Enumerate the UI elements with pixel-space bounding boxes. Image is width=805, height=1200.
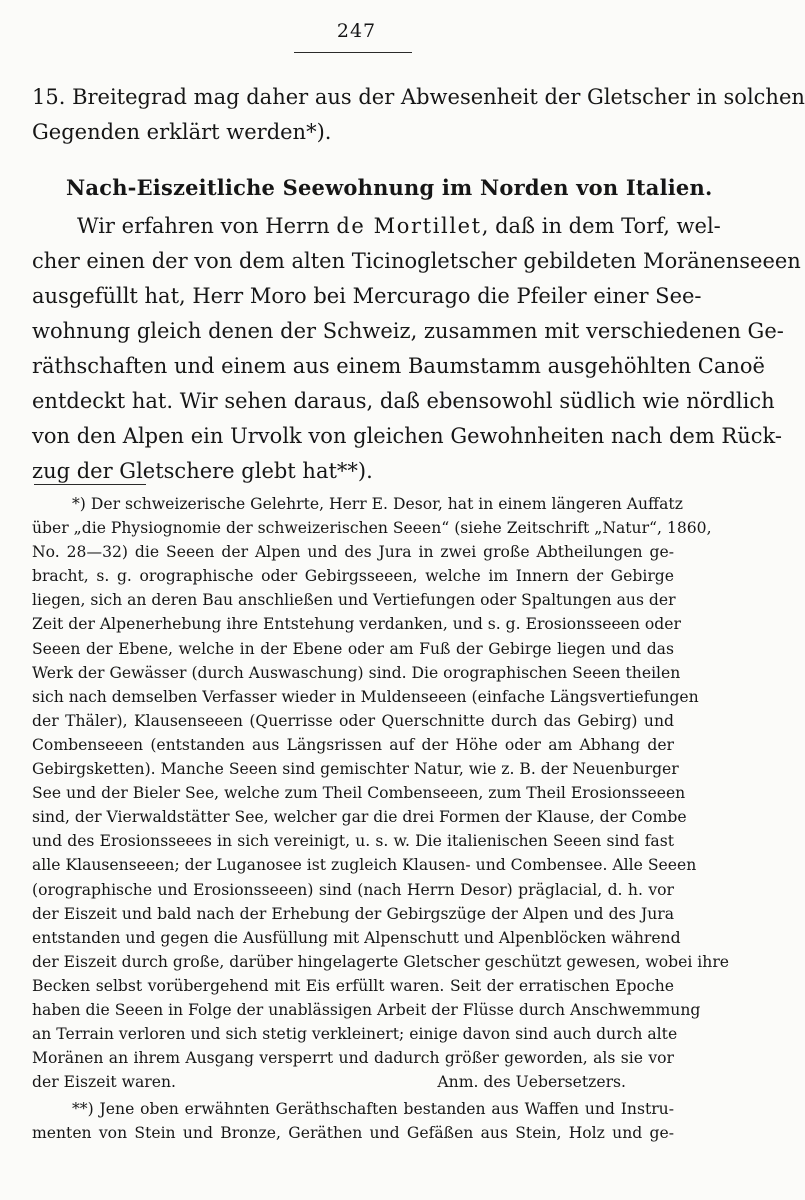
footnote-line: der Eiszeit und bald nach der Erhebung der Gebirgszüge der Alpen und des Jura xyxy=(32,904,674,923)
footnote-line: No. 28—32) die Seeen der Alpen und des Jura in zwei große Abtheilungen ge- xyxy=(32,543,674,562)
footnotes xyxy=(32,492,729,1146)
footnote-2 xyxy=(32,1097,674,1145)
text-line: entdeckt hat. Wir sehen daraus, daß ebensowohl südlich wie nördlich xyxy=(32,389,775,413)
text-line: Wir erfahren von Herrn de Mortillet, daß in dem Torf, wel- xyxy=(77,214,721,238)
footnote-line: **) Jene oben erwähnten Geräthschaften bestanden aus Waffen und Instru- xyxy=(72,1100,674,1119)
footnote-last-line xyxy=(32,1070,674,1094)
footnote-line: und des Erosionsseees in sich vereinigt, u. s. w. Die italienischen Seeen sind fast xyxy=(32,832,674,851)
text-line: ausgefüllt hat, Herr Moro bei Mercurago die Pfeiler einer See- xyxy=(32,284,702,308)
footnote-line: entstanden und gegen die Ausfüllung mit Alpenschutt und Alpenblöcken während xyxy=(32,928,681,947)
intro-paragraph xyxy=(32,80,805,150)
text-line: cher einen der von dem alten Ticinogletscher gebildeten Moränenseeen xyxy=(32,249,801,273)
footnote-line: bracht, s. g. orographische oder Gebirgsseeen, welche im Innern der Gebirge xyxy=(32,567,674,586)
footnote-line: Werk der Gewässer (durch Auswaschung) sind. Die orographischen Seeen theilen xyxy=(32,663,681,682)
footnote-line: (orographische und Erosionsseeen) sind (nach Herrn Desor) präglacial, d. h. vor xyxy=(32,880,674,899)
footnote-line: Gebirgsketten). Manche Seeen sind gemischter Natur, wie z. B. der Neuenburger xyxy=(32,760,679,779)
footnote-line: der Eiszeit durch große, darüber hingelagerte Gletscher geschützt gewesen, wobei ihre xyxy=(32,952,729,971)
footnote-line: Seeen der Ebene, welche in der Ebene oder am Fuß der Gebirge liegen und das xyxy=(32,639,674,658)
footnote-line: der Eiszeit waren. xyxy=(32,1073,176,1092)
footnote-line: Zeit der Alpenerhebung ihre Entstehung verdanken, und s. g. Erosionsseeen oder xyxy=(32,615,681,634)
text-line: Gegenden erklärt werden*). xyxy=(32,120,332,144)
page-number-rule xyxy=(294,52,412,53)
text-line: räthschaften und einem aus einem Baumstamm ausgehöhlten Canoë xyxy=(32,354,765,378)
footnote-line: liegen, sich an deren Bau anschließen und Vertiefungen oder Spaltungen aus der xyxy=(32,591,676,610)
text-line: 15. Breitegrad mag daher aus der Abwesenheit der Gletscher in solchen xyxy=(32,85,805,109)
footnote-line: See und der Bieler See, welche zum Theil Combenseeen, zum Theil Erosionsseeen xyxy=(32,784,686,803)
translator-note: Anm. des Uebersetzers. xyxy=(437,1073,626,1092)
section-heading: Nach-Eiszeitliche Seewohnung im Norden von Italien. xyxy=(66,175,713,200)
text-line: wohnung gleich denen der Schweiz, zusammen mit verschiedenen Ge- xyxy=(32,319,784,343)
footnote-line: *) Der schweizerische Gelehrte, Herr E. Desor, hat in einem längeren Auffatz xyxy=(72,495,683,513)
text-line: zug der Gletschere glebt hat**). xyxy=(32,459,373,483)
footnote-line: alle Klausenseeen; der Luganosee ist zugleich Klausen- und Combensee. Alle Seeen xyxy=(32,856,697,875)
footnote-line: über „die Physiognomie der schweizerischen Seeen“ (siehe Zeitschrift „Natur“, 1860, xyxy=(32,519,712,538)
footnote-line: sind, der Vierwaldstätter See, welcher gar die drei Formen der Klause, der Combe xyxy=(32,808,687,827)
footnote-line: haben die Seeen in Folge der unablässigen Arbeit der Flüsse durch Anschwemmung xyxy=(32,1000,701,1019)
footnote-rule xyxy=(34,484,146,485)
footnote-1 xyxy=(32,492,729,1094)
page-number: 247 xyxy=(336,20,377,42)
footnote-line: der Thäler), Klausenseeen (Querrisse oder Querschnitte durch das Gebirg) und xyxy=(32,711,674,730)
footnote-line: Moränen an ihrem Ausgang versperrt und dadurch größer geworden, als sie vor xyxy=(32,1049,674,1068)
footnote-line: menten von Stein und Bronze, Geräthen und Gefäßen aus Stein, Holz und ge- xyxy=(32,1124,674,1143)
footnote-line: Combenseeen (entstanden aus Längsrissen auf der Höhe oder am Abhang der xyxy=(32,735,674,754)
footnote-line: sich nach demselben Verfasser wieder in Muldenseeen (einfache Längsvertiefungen xyxy=(32,687,699,706)
footnote-line: Becken selbst vorübergehend mit Eis erfüllt waren. Seit der erratischen Epoche xyxy=(32,976,674,995)
footnote-line: an Terrain verloren und sich stetig verkleinert; einige davon sind auch durch alte xyxy=(32,1025,678,1044)
section-paragraph xyxy=(32,209,801,489)
text-line: von den Alpen ein Urvolk von gleichen Gewohnheiten nach dem Rück- xyxy=(32,424,782,448)
